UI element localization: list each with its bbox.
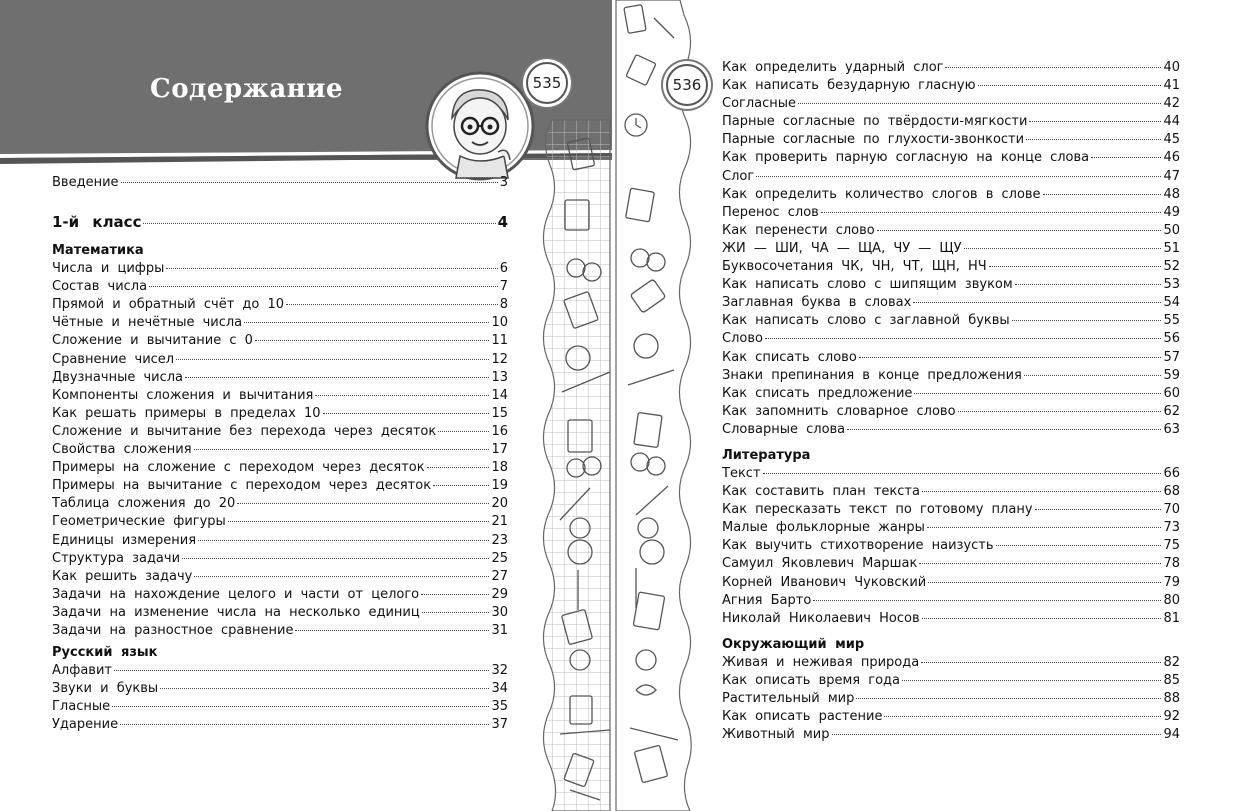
toc-item[interactable]: Николай Николаевич Носов 81 xyxy=(722,610,1180,626)
toc-item[interactable]: Задачи на разностное сравнение 31 xyxy=(52,622,508,638)
toc-item[interactable]: Задачи на изменение числа на несколько единиц 30 xyxy=(52,604,508,620)
toc-item[interactable]: Сложение и вычитание без перехода через десяток 16 xyxy=(52,423,508,439)
toc-item[interactable]: ЖИ — ШИ, ЧА — ЩА, ЧУ — ЩУ 51 xyxy=(722,240,1180,256)
toc-item[interactable]: Единицы измерения 23 xyxy=(52,532,508,548)
toc-item-intro[interactable]: Введение 3 xyxy=(52,175,508,190)
toc-item[interactable]: Как списать слово 57 xyxy=(722,349,1180,365)
toc-item[interactable]: Агния Барто 80 xyxy=(722,592,1180,608)
toc-item[interactable]: Корней Иванович Чуковский 79 xyxy=(722,574,1180,590)
toc-left-column xyxy=(52,174,508,734)
toc-item[interactable]: Животный мир 94 xyxy=(722,727,1180,743)
section-heading-world: Окружающий мир xyxy=(722,636,865,652)
toc-item[interactable]: Числа и цифры 6 xyxy=(52,261,508,277)
toc-item[interactable]: Двузначные числа 13 xyxy=(52,369,508,385)
toc-item[interactable]: Как пересказать текст по готовому плану 70 xyxy=(722,502,1180,518)
toc-item[interactable]: Согласные 42 xyxy=(722,96,1180,112)
toc-item[interactable]: Как составить план текста 68 xyxy=(722,484,1180,500)
math-items xyxy=(52,260,508,640)
page-title: Содержание xyxy=(150,74,344,104)
toc-item[interactable]: Живая и неживая природа 82 xyxy=(722,654,1180,670)
toc-item[interactable]: Знаки препинания в конце предложения 59 xyxy=(722,367,1180,383)
toc-item[interactable]: Структура задачи 25 xyxy=(52,550,508,566)
page-number-left: 535 xyxy=(526,62,568,104)
section-heading-literature: Литература xyxy=(722,447,811,463)
toc-item[interactable]: Сравнение чисел 12 xyxy=(52,351,508,367)
toc-item[interactable]: Как решить задачу 27 xyxy=(52,568,508,584)
toc-item[interactable]: Как проверить парную согласную на конце слова 46 xyxy=(722,150,1180,166)
toc-item[interactable]: Самуил Яковлевич Маршак 78 xyxy=(722,556,1180,572)
section-heading-math: Математика xyxy=(52,243,144,259)
toc-item[interactable]: Как описать растение 92 xyxy=(722,709,1180,725)
toc-item[interactable]: Словарные слова 63 xyxy=(722,421,1180,437)
toc-item[interactable]: Как запомнить словарное слово 62 xyxy=(722,403,1180,419)
toc-item[interactable]: Гласные 35 xyxy=(52,699,508,715)
toc-item[interactable]: Парные согласные по твёрдости-мягкости 44 xyxy=(722,114,1180,130)
toc-item[interactable]: Примеры на вычитание с переходом через десяток 19 xyxy=(52,478,508,494)
toc-item[interactable]: Растительный мир 88 xyxy=(722,691,1180,706)
toc-item[interactable]: Слово 56 xyxy=(722,331,1180,347)
toc-item[interactable]: Как решать примеры в пределах 10 15 xyxy=(52,405,508,421)
literature-items xyxy=(722,465,1180,628)
toc-item[interactable]: Звуки и буквы 34 xyxy=(52,681,508,697)
toc-item[interactable]: Перенос слов 49 xyxy=(722,204,1180,220)
toc-item[interactable]: Как перенести слово 50 xyxy=(722,222,1180,238)
toc-item[interactable]: Геометрические фигуры 21 xyxy=(52,514,508,530)
toc-item[interactable]: Как определить количество слогов в слове 48 xyxy=(722,186,1180,202)
toc-item[interactable]: Компоненты сложения и вычитания 14 xyxy=(52,387,508,403)
toc-item[interactable]: Заглавная буква в словах 54 xyxy=(722,295,1180,311)
toc-item[interactable]: Примеры на сложение с переходом через десяток 18 xyxy=(52,460,508,476)
toc-item[interactable]: Свойства сложения 17 xyxy=(52,442,508,458)
world-items xyxy=(722,654,1180,744)
toc-item[interactable]: Как определить ударный слог 40 xyxy=(722,60,1180,75)
toc-grade-heading[interactable]: 1-й класс 4 xyxy=(52,213,508,232)
toc-item[interactable]: Слог 47 xyxy=(722,168,1180,184)
toc-item[interactable]: Парные согласные по глухости-звонкости 45 xyxy=(722,132,1180,148)
decorative-school-strip xyxy=(540,0,700,811)
toc-item[interactable]: Текст 66 xyxy=(722,465,1180,481)
toc-item[interactable]: Таблица сложения до 20 20 xyxy=(52,496,508,512)
toc-item[interactable]: Состав числа 7 xyxy=(52,279,508,295)
toc-item[interactable]: Как выучить стихотворение наизусть 75 xyxy=(722,538,1180,554)
toc-item[interactable]: Как описать время года 85 xyxy=(722,672,1180,688)
toc-item[interactable]: Задачи на нахождение целого и части от целого 29 xyxy=(52,586,508,602)
toc-item[interactable]: Малые фольклорные жанры 73 xyxy=(722,520,1180,536)
page-number-right: 536 xyxy=(666,64,708,106)
toc-item[interactable]: Прямой и обратный счёт до 10 8 xyxy=(52,297,508,313)
toc-item[interactable]: Как написать слово с шипящим звуком 53 xyxy=(722,277,1180,293)
toc-item[interactable]: Как написать слово с заглавной буквы 55 xyxy=(722,313,1180,329)
toc-item[interactable]: Как написать безударную гласную 41 xyxy=(722,78,1180,94)
toc-item[interactable]: Буквосочетания ЧК, ЧН, ЧТ, ЩН, НЧ 52 xyxy=(722,259,1180,275)
toc-item[interactable]: Ударение 37 xyxy=(52,717,508,733)
toc-item[interactable]: Сложение и вычитание с 0 11 xyxy=(52,333,508,349)
section-heading-russian: Русский язык xyxy=(52,645,158,661)
toc-item[interactable]: Чётные и нечётные числа 10 xyxy=(52,315,508,331)
toc-item[interactable]: Алфавит 32 xyxy=(52,663,508,679)
russian-cont-items xyxy=(722,59,1180,439)
boy-mascot-illustration xyxy=(424,70,536,182)
russian-items xyxy=(52,662,508,734)
toc-right-column xyxy=(722,59,1180,744)
toc-item[interactable]: Как списать предложение 60 xyxy=(722,385,1180,401)
